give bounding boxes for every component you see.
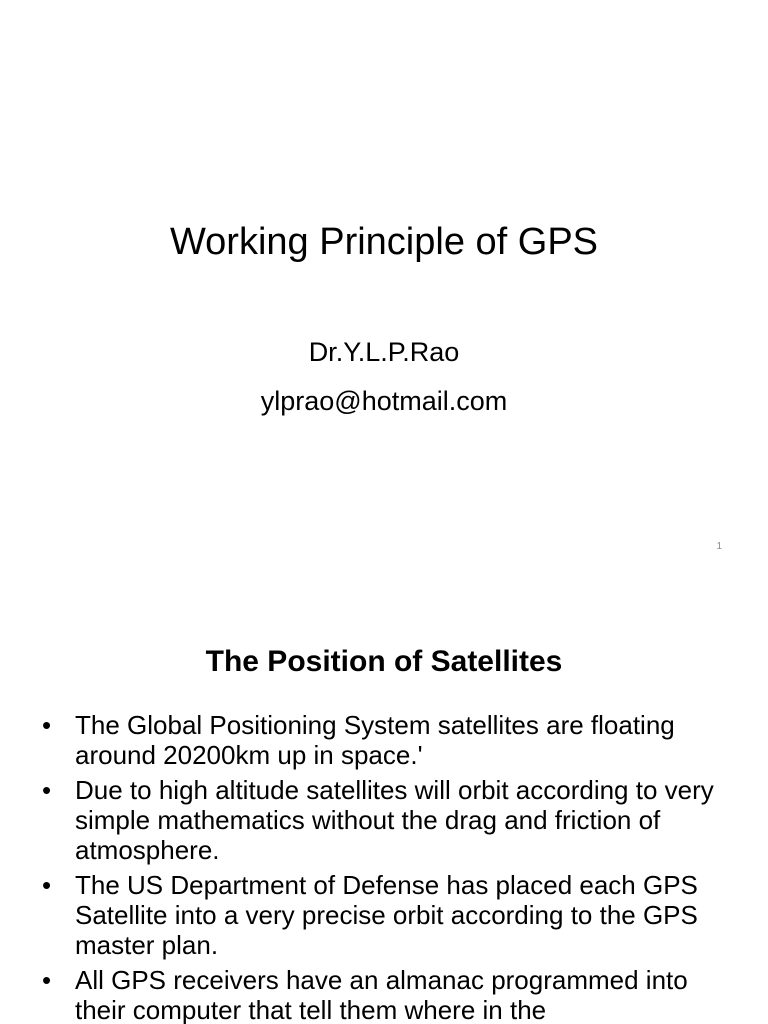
author-email: ylprao@hotmail.com [260,386,508,416]
bullet-item [0,870,768,960]
slide-2 [0,582,768,1024]
bullet-item [0,965,768,1024]
bullet-text: The US Department of Defense has placed each GPS Satellite into a very precise orbit according to the GPS master plan. [75,870,698,960]
author-name: Dr.Y.L.P.Rao [308,337,460,367]
slide-title: The Position of Satellites [205,645,563,678]
slide-title: Working Principle of GPS [169,221,599,263]
bullet-icon: • [42,775,52,805]
bullet-icon: • [42,710,52,740]
bullet-item [0,775,768,865]
bullet-text: Due to high altitude satellites will orbit according to very simple mathematics without the drag and friction of atmosphere. [75,775,714,865]
bullet-text: All GPS receivers have an almanac programmed into their computer that tell them where in the [75,965,688,1024]
bullet-icon: • [42,870,52,900]
bullet-text: The Global Positioning System satellites are floating around 20200km up in space.' [75,710,675,770]
bullet-icon: • [42,965,52,995]
slide-number: 1 [716,541,722,552]
bullet-item [0,710,768,770]
bullet-list [0,710,768,1024]
